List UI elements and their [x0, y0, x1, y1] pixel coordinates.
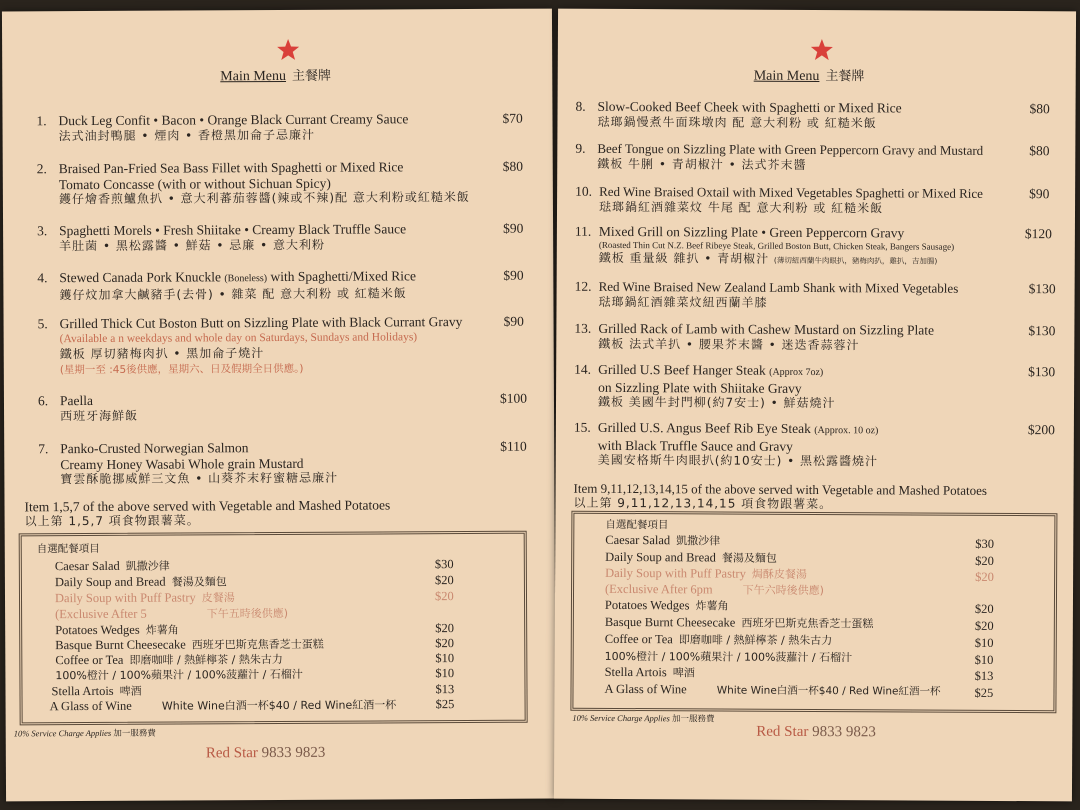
side-item: Daily Soup and Bread 餐湯及麵包 [605, 549, 777, 565]
side-item: Coffee or Tea 即磨咖啡 / 熱鮮檸茶 / 熱朱古力 [604, 631, 833, 648]
menu-item: 10. Red Wine Braised Oxtail with Mixed Vegetables Spaghetti or Mixed Rice 琺瑯鍋紅酒雜菜炆 牛尾 配 意大利粉 或 紅糙米飯 $90 [575, 183, 1050, 215]
item-price: $70 [502, 110, 523, 126]
item-price: $130 [1028, 323, 1056, 339]
side-price: $13 [435, 682, 455, 697]
side-item: 100%橙汁 / 100%蘋果汁 / 100%菠蘿汁 / 石榴汁 [55, 667, 303, 683]
item-price: $110 [500, 438, 527, 454]
side-price: $10 [974, 635, 994, 650]
service-charge-note: 10% Service Charge Applies 加一服務費 [572, 712, 715, 725]
item-price: $90 [503, 267, 524, 283]
menu-item: 3. Spaghetti Morels • Fresh Shiitake • Creamy Black Truffle Sauce 羊肚菌 • 黑松露醬 • 鮮菇 • 忌廉 • 意大利粉 $90 [37, 220, 524, 253]
menu-item: 1. Duck Leg Confit • Bacon • Orange Black Currant Creamy Sauce 法式油封鴨腿 • 煙肉 • 香橙黑加侖子忌廉汁 $70 [36, 110, 523, 143]
side-price: $10 [974, 652, 994, 667]
side-item: Basque Burnt Cheesecake 西班牙巴斯克焦香芝士蛋糕 [55, 637, 324, 653]
side-note: (Exclusive After 6pm 下午六時後供應) [604, 581, 824, 598]
side-price: $20 [974, 618, 994, 633]
side-item: Caesar Salad 凱撒沙律 [605, 532, 721, 548]
sides-title: 自選配餐項目 [36, 542, 100, 556]
item-price: $80 [502, 158, 524, 174]
menu-title: Main Menu 主餐牌 [753, 68, 865, 85]
side-item: 100%橙汁 / 100%蘋果汁 / 100%菠蘿汁 / 石榴汁 [604, 649, 853, 665]
phone-number: Red Star 9833 9823 [756, 723, 876, 741]
phone-number: Red Star 9833 9823 [205, 744, 326, 762]
side-item: A Glass of Wine White Wine白酒一杯$40 / Red Wine紅酒一杯 [49, 698, 397, 714]
side-price: $10 [435, 666, 455, 681]
side-item: Coffee or Tea 即磨咖啡 / 熱鮮檸茶 / 熱朱古力 [55, 652, 283, 668]
menu-item: 15. Grilled U.S. Angus Beef Rib Eye Steak (Approx. 10 oz) with Black Truffle Sauce and Gravy 美國安格斯牛肉眼扒(約10安士) • 黑松露醬燒汁 $200 [573, 419, 1055, 469]
menu-item: 14. Grilled U.S Beef Hanger Steak (Approx 7oz) on Sizzling Plate with Shiitake Gravy 鐵板 美國牛封門柳(約7安士) • 鮮菇燒汁 $130 [574, 361, 1056, 411]
menu-item: 13. Grilled Rack of Lamb with Cashew Mustard on Sizzling Plate 鐵板 法式羊扒 • 腰果芥末醬 • 迷迭香蒜蓉汁 $130 [574, 320, 1056, 352]
side-price: $20 [974, 601, 994, 616]
menu-item: 6. Paella 西班牙海鮮飯 $100 [37, 390, 528, 423]
menu-item: 12. Red Wine Braised New Zealand Lamb Shank with Mixed Vegetables 琺瑯鍋紅酒雜菜炆紐西蘭羊膝 $130 [574, 278, 1056, 310]
item-price: $90 [1029, 186, 1050, 202]
menu-item: 7. Panko-Crusted Norwegian Salmon Creamy Honey Wasabi Whole grain Mustard 寶雲酥脆挪威鮮三文魚 • 山葵芥末籽蜜糖忌廉汁 $110 [38, 438, 527, 487]
menu-item: 9. Beef Tongue on Sizzling Plate with Green Peppercorn Gravy and Mustard 鐵板 牛脷 • 青胡椒汁 • 法式芥末醬 $80 [575, 140, 1050, 172]
item-price: $80 [1029, 101, 1050, 117]
side-price: $30 [975, 536, 995, 551]
side-item: Potatoes Wedges 炸薯角 [55, 622, 179, 638]
menu-item: 4. Stewed Canada Pork Knuckle (Boneless) with Spaghetti/Mixed Rice 鑊仔炆加拿大鹹豬手(去骨) • 雜菜 配 意大利粉 或 紅糙米飯 $90 [37, 267, 524, 302]
side-price: $20 [434, 589, 454, 604]
red-star-icon [276, 38, 300, 62]
side-item: Basque Burnt Cheesecake 西班牙巴斯克焦香芝士蛋糕 [604, 614, 874, 631]
side-price: $25 [435, 697, 455, 712]
sides-title: 自選配餐項目 [605, 518, 669, 532]
item-price: $130 [1028, 364, 1056, 380]
side-price: $20 [434, 573, 454, 588]
side-price: $13 [974, 668, 994, 683]
menu-item: 2. Braised Pan-Fried Sea Bass Fillet with Spaghetti or Mixed Rice Tomato Concasse (with or without Sichuan Spicy) 鑊仔燴香煎鱸魚扒 • 意大利蕃茄蓉醬(辣或不辣)配 意大利粉或紅糙米飯 $80 [36, 158, 524, 207]
service-charge-note: 10% Service Charge Applies 加一服務費 [13, 727, 156, 739]
menu-item: 5. Grilled Thick Cut Boston Butt on Sizzling Plate with Black Currant Gravy (Available a n weekdays and whole day on Saturdays, Sundays and Holidays) 鐵板 厚切豬梅肉扒 • 黑加侖子燒汁 (星期一至 :45後供應，星期六、日及假期全日供應。) $90 [37, 313, 524, 376]
item-price: $90 [503, 313, 524, 329]
side-item: Daily Soup with Puff Pastry 皮餐湯 [54, 590, 235, 606]
menu-item: 11. Mixed Grill on Sizzling Plate • Green Peppercorn Gravy (Roasted Thin Cut N.Z. Beef Ribeye Steak, Grilled Boston Butt, Chicken Steak, Bangers Sausage) 鐵板 重量級 雜扒 • 青胡椒汁 (薄切紐西蘭牛肉眼扒，豬梅肉扒，雞扒，吉加腸) $120 [574, 223, 1052, 266]
menu-page-right [554, 9, 1076, 802]
menu-title: Main Menu 主餐牌 [220, 68, 332, 85]
item-price: $80 [1029, 143, 1050, 159]
side-item: Stella Artois 啤酒 [51, 683, 142, 699]
item-price: $130 [1028, 281, 1056, 297]
item-price: $200 [1027, 422, 1055, 438]
side-price: $25 [974, 685, 994, 700]
menu-item: 8. Slow-Cooked Beef Cheek with Spaghetti or Mixed Rice 琺瑯鍋慢煮牛面珠墩肉 配 意大利粉 或 紅糙米飯 $80 [575, 98, 1050, 130]
side-price: $20 [975, 569, 994, 584]
side-item: Caesar Salad 凱撒沙律 [54, 558, 170, 574]
served-with-note: Item 1,5,7 of the above served with Vegetable and Mashed Potatoes 以上第 1,5,7 項食物跟薯菜。 [24, 497, 391, 529]
side-item: Daily Soup with Puff Pastry 焗酥皮餐湯 [605, 565, 807, 581]
side-item: Stella Artois 啤酒 [604, 664, 695, 680]
red-star-icon [810, 38, 834, 62]
item-price: $120 [1024, 226, 1052, 242]
side-price: $30 [434, 557, 454, 572]
side-item: Potatoes Wedges 炸薯角 [604, 597, 729, 613]
side-note: (Exclusive After 5 下午五時後供應) [55, 606, 289, 622]
side-price: $20 [975, 553, 994, 568]
side-item: A Glass of Wine White Wine白酒一杯$40 / Red Wine紅酒一杯 [604, 681, 941, 698]
side-item: Daily Soup and Bread 餐湯及麵包 [54, 574, 227, 590]
side-price: $20 [435, 621, 454, 636]
side-price: $10 [435, 651, 455, 666]
menu-page-left [2, 9, 556, 802]
item-price: $90 [503, 220, 524, 236]
item-price: $100 [499, 390, 528, 406]
served-with-note: Item 9,11,12,13,14,15 of the above served with Vegetable and Mashed Potatoes 以上第 9,11,12,13,14,15 項食物跟薯菜。 [573, 480, 987, 512]
side-price: $20 [435, 636, 455, 651]
